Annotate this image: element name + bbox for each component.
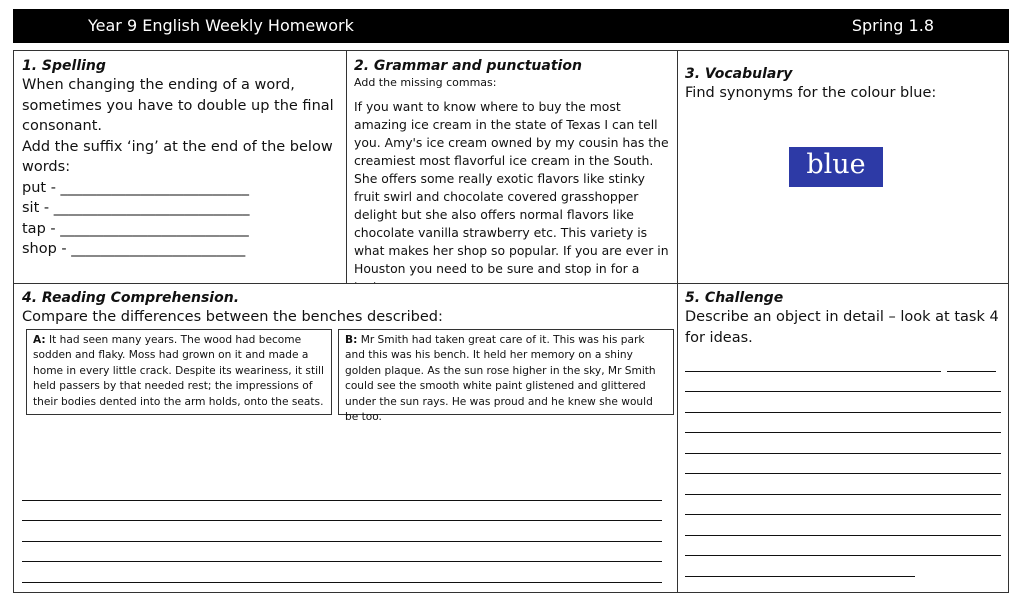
spelling-section	[13, 50, 347, 284]
extract-b-box	[338, 329, 674, 423]
answer-line[interactable]	[685, 495, 1001, 516]
answer-line[interactable]	[685, 515, 1001, 536]
answer-line[interactable]	[22, 480, 662, 501]
reading-section	[13, 283, 678, 593]
header-bar	[13, 9, 1009, 43]
extract-a-text: It had seen many years. The wood had become sodden and flaky. Moss had grown on it and made a home in every little crack. Despite its weariness, it still held passers by that needed rest; the impressions of their bodies dented into the arm holds, onto the seats.	[33, 333, 324, 408]
extract-b-label: B:	[345, 333, 358, 346]
grammar-heading: 2. Grammar and punctuation	[354, 58, 582, 74]
blue-word-image: blue	[789, 147, 883, 187]
spelling-heading: 1. Spelling	[22, 58, 106, 74]
homework-grid	[13, 50, 1009, 590]
challenge-section	[677, 283, 1009, 593]
spelling-instruction-2: Add the suffix ‘ing’ at the end of the below words:	[22, 138, 333, 175]
answer-line[interactable]	[685, 351, 1001, 372]
challenge-answer-lines[interactable]	[685, 351, 1001, 577]
answer-line[interactable]	[22, 562, 662, 583]
answer-line[interactable]	[685, 392, 1001, 413]
answer-line[interactable]	[22, 542, 662, 563]
answer-line[interactable]	[22, 501, 662, 522]
grammar-paragraph: If you want to know where to buy the most amazing ice cream in the state of Texas I can tell you. Amy's ice cream owned by my cousin has the creamiest most flavorful ice cream in the South. She offers some really exotic flavors like stinky fruit swirl and chocolate covered grasshopper delight but she also offers normal flavors like chocolate vanilla strawberry etc. This variety is what makes her shop so popular. If you are ever in Houston you need to be sure and stop in for a	[354, 99, 669, 276]
answer-line[interactable]	[685, 413, 1001, 434]
spelling-word-tap[interactable]: tap - __________________________	[22, 220, 249, 237]
spelling-word-sit[interactable]: sit - ___________________________	[22, 200, 250, 216]
spelling-instruction-1: When changing the ending of a word, sometimes you have to double up the final consonant.	[22, 77, 334, 134]
extracts-container	[22, 329, 669, 423]
reading-instruction: Compare the differences between the benches described:	[22, 309, 443, 325]
spelling-word-shop[interactable]: shop - ________________________	[22, 241, 246, 257]
answer-line[interactable]	[685, 454, 1001, 475]
vocabulary-section	[677, 50, 1009, 284]
page-title: Year 9 English Weekly Homework	[88, 16, 354, 35]
answer-line[interactable]	[685, 556, 915, 577]
extract-b-text: Mr Smith had taken great care of it. This was his park and this was his bench. It held her memory on a shiny golden plaque. As the sun rose higher in the sky, Mr Smith could see the smooth white paint glistened and glittered under the sun rays. He was proud and he knew she would be too.	[345, 333, 656, 423]
answer-line[interactable]	[685, 474, 1001, 495]
extract-a-box	[26, 329, 332, 415]
vocabulary-heading: 3. Vocabulary	[685, 66, 793, 82]
reading-heading: 4. Reading Comprehension.	[22, 290, 240, 306]
spelling-word-put[interactable]: put - __________________________	[22, 179, 250, 196]
grammar-instruction: Add the missing commas:	[354, 76, 497, 89]
grammar-section	[346, 50, 678, 284]
answer-line[interactable]	[685, 372, 1001, 393]
extract-a-label: A:	[33, 333, 46, 346]
answer-line[interactable]	[22, 521, 662, 542]
term-label: Spring 1.8	[851, 16, 934, 35]
vocabulary-instruction: Find synonyms for the colour blue:	[685, 85, 937, 101]
answer-line[interactable]	[685, 536, 1001, 557]
answer-line[interactable]	[685, 433, 1001, 454]
reading-answer-lines[interactable]	[22, 480, 662, 583]
challenge-instruction: Describe an object in detail – look at task 4 for ideas.	[685, 309, 999, 346]
challenge-heading: 5. Challenge	[685, 290, 784, 306]
